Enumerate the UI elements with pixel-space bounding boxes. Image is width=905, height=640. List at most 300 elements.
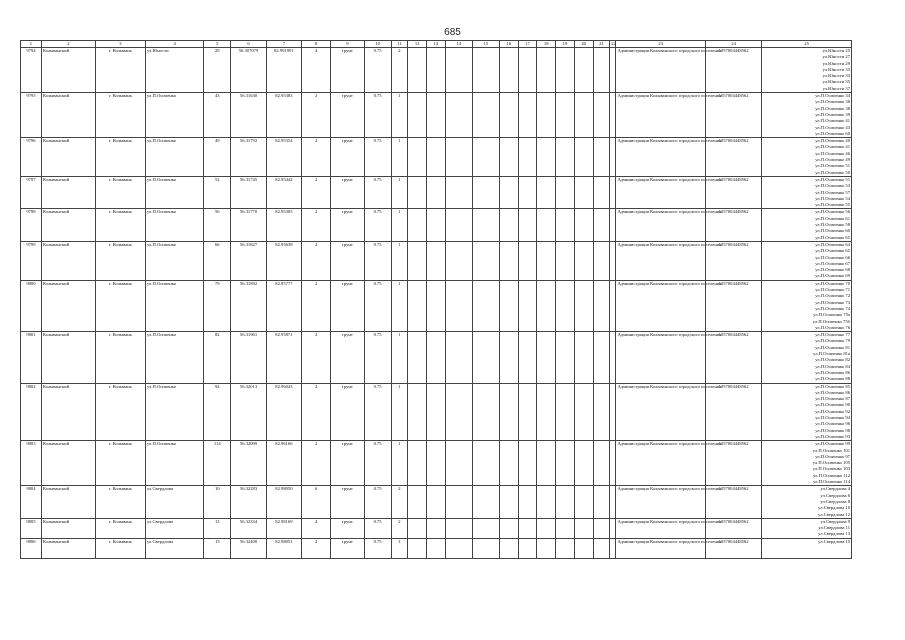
street-cell: ул.П.Осипенко xyxy=(145,383,203,441)
empty-cell xyxy=(556,486,575,519)
longitude-cell: 82.991991 xyxy=(266,48,301,93)
empty-cell xyxy=(593,280,610,331)
container-count-cell: 1 xyxy=(391,441,408,486)
address-line: ул.П.Осипенко 67 xyxy=(815,260,850,266)
empty-cell xyxy=(537,93,556,138)
latitude-cell: 56.32400 xyxy=(231,538,266,558)
address-line: ул.П.Осипенко 39 xyxy=(815,111,850,117)
volume-cell: 0.75 xyxy=(364,538,391,558)
empty-cell xyxy=(408,209,427,242)
house-number-cell: 79 xyxy=(204,280,231,331)
district-cell: Колыванский xyxy=(41,486,95,519)
empty-cell xyxy=(445,93,472,138)
address-line: ул.П.Осипенко 72 xyxy=(815,293,850,299)
column-header: 7 xyxy=(266,41,301,48)
address-line: ул.П.Осипенко 46 xyxy=(815,150,850,156)
empty-cell xyxy=(408,93,427,138)
empty-cell xyxy=(408,138,427,177)
house-number-cell: 56 xyxy=(204,209,231,242)
latitude-cell: 56.31792 xyxy=(231,138,266,177)
address-line: ул.П.Осипенко 53 xyxy=(815,183,850,189)
empty-cell xyxy=(518,486,537,519)
row-id-cell: 9794 xyxy=(21,48,42,93)
empty-cell xyxy=(537,441,556,486)
area-cell: 6 xyxy=(302,486,331,519)
empty-cell xyxy=(537,280,556,331)
empty-cell xyxy=(574,441,593,486)
street-cell: ул.П.Осипенко xyxy=(145,241,203,280)
area-cell: 2 xyxy=(302,332,331,383)
owner-cell: Администрация Колыванского городского поселения xyxy=(616,176,706,209)
table-row xyxy=(21,486,852,519)
empty-cell xyxy=(537,209,556,242)
ogrn-cell: 1057004448562 xyxy=(705,209,761,242)
address-line: ул.П.Осипенко 34 xyxy=(815,93,850,99)
table-row xyxy=(21,383,852,441)
empty-cell xyxy=(472,332,499,383)
empty-cell xyxy=(445,209,472,242)
served-addresses-cell xyxy=(762,48,852,93)
empty-cell xyxy=(593,138,610,177)
empty-cell xyxy=(556,441,575,486)
address-line: ул.П.Осипенко 43 xyxy=(815,124,850,130)
district-cell: Колыванский xyxy=(41,241,95,280)
surface-cell: грунт xyxy=(331,280,364,331)
served-addresses-cell xyxy=(762,93,852,138)
surface-cell: грунт xyxy=(331,383,364,441)
table-row xyxy=(21,538,852,558)
address-line: ул.П.Осипенко 60 xyxy=(815,130,850,136)
column-header: 24 xyxy=(705,41,761,48)
served-addresses-cell xyxy=(762,441,852,486)
empty-cell xyxy=(499,538,518,558)
house-number-cell: 66 xyxy=(204,241,231,280)
empty-cell xyxy=(556,48,575,93)
house-number-cell: 15 xyxy=(204,538,231,558)
column-header: 16 xyxy=(499,41,518,48)
empty-cell xyxy=(499,93,518,138)
address-line: ул.П.Осипенко 41 xyxy=(815,118,850,124)
empty-cell xyxy=(472,538,499,558)
column-header: 3 xyxy=(95,41,145,48)
surface-cell: грунт xyxy=(331,48,364,93)
area-cell: 4 xyxy=(302,518,331,538)
empty-cell xyxy=(427,518,446,538)
empty-cell xyxy=(499,518,518,538)
column-header: 19 xyxy=(556,41,575,48)
served-addresses-cell xyxy=(762,486,852,519)
address-line: ул.П.Осипенко 75а xyxy=(813,312,850,318)
address-line: ул.Юности 33 xyxy=(822,73,850,79)
empty-cell xyxy=(574,332,593,383)
district-cell: Колыванский xyxy=(41,138,95,177)
empty-cell xyxy=(574,280,593,331)
table-row xyxy=(21,241,852,280)
empty-cell xyxy=(472,93,499,138)
row-id-cell: 9797 xyxy=(21,176,42,209)
empty-cell xyxy=(499,486,518,519)
empty-cell xyxy=(445,138,472,177)
address-line: ул.Юности 27 xyxy=(822,54,850,60)
settlement-cell: г. Колывань xyxy=(95,93,145,138)
column-header: 13 xyxy=(427,41,446,48)
empty-cell xyxy=(537,486,556,519)
latitude-cell: 56.32334 xyxy=(231,518,266,538)
volume-cell: 0.75 xyxy=(364,138,391,177)
latitude-cell: 56.31961 xyxy=(231,332,266,383)
container-count-cell: 1 xyxy=(391,93,408,138)
empty-cell xyxy=(408,538,427,558)
surface-cell: грунт xyxy=(331,93,364,138)
container-count-cell: 2 xyxy=(391,486,408,519)
table-row xyxy=(21,138,852,177)
address-line: ул.П.Осипенко 93 xyxy=(815,433,850,439)
longitude-cell: 82.95871 xyxy=(266,332,301,383)
volume-cell: 0.75 xyxy=(364,280,391,331)
row-id-cell: 9799 xyxy=(21,241,42,280)
volume-cell: 0.75 xyxy=(364,176,391,209)
address-line: ул.Юности 29 xyxy=(822,60,850,66)
empty-cell xyxy=(472,441,499,486)
empty-cell xyxy=(556,138,575,177)
row-id-cell: 9796 xyxy=(21,138,42,177)
empty-cell xyxy=(518,241,537,280)
surface-cell: грунт xyxy=(331,241,364,280)
house-number-cell: 94 xyxy=(204,383,231,441)
empty-cell xyxy=(518,209,537,242)
empty-cell xyxy=(408,280,427,331)
empty-cell xyxy=(472,280,499,331)
surface-cell: грунт xyxy=(331,518,364,538)
address-line: ул.П.Осипенко 55 xyxy=(815,202,850,208)
address-line: ул.Свердлова 4 xyxy=(820,486,850,492)
empty-cell xyxy=(408,176,427,209)
longitude-cell: 82.95638 xyxy=(266,241,301,280)
district-cell: Колыванский xyxy=(41,538,95,558)
container-count-cell: 1 xyxy=(391,138,408,177)
empty-cell xyxy=(472,486,499,519)
empty-cell xyxy=(518,280,537,331)
address-line: ул.П.Осипенко 81 xyxy=(815,344,850,350)
house-number-cell: 82 xyxy=(204,332,231,383)
empty-cell xyxy=(574,138,593,177)
empty-cell xyxy=(499,441,518,486)
volume-cell: 0.75 xyxy=(364,332,391,383)
address-line: ул.П.Осипенко 69 xyxy=(815,273,850,279)
address-line: ул.П.Осипенко 70 xyxy=(815,280,850,286)
address-line: ул.П.Осипенко 81а xyxy=(813,351,850,357)
table-row xyxy=(21,176,852,209)
table-row xyxy=(21,48,852,93)
address-line: ул.П.Осипенко 58 xyxy=(815,222,850,228)
empty-cell xyxy=(445,441,472,486)
served-addresses-cell xyxy=(762,280,852,331)
volume-cell: 0.75 xyxy=(364,383,391,441)
volume-cell: 0.75 xyxy=(364,93,391,138)
latitude-cell: 56.31892 xyxy=(231,280,266,331)
latitude-cell: 56.31827 xyxy=(231,241,266,280)
empty-cell xyxy=(593,93,610,138)
house-number-cell: 52 xyxy=(204,176,231,209)
empty-cell xyxy=(518,441,537,486)
house-number-cell: 49 xyxy=(204,138,231,177)
column-header: 14 xyxy=(445,41,472,48)
row-id-cell: 9795 xyxy=(21,93,42,138)
address-line: ул.П.Осипенко 40 xyxy=(815,138,850,144)
empty-cell xyxy=(445,383,472,441)
empty-cell xyxy=(556,383,575,441)
empty-cell xyxy=(472,209,499,242)
empty-cell xyxy=(556,280,575,331)
address-line: ул.Свердлова 10 xyxy=(818,505,850,511)
empty-cell xyxy=(427,48,446,93)
latitude-cell: 56.32283 xyxy=(231,486,266,519)
empty-cell xyxy=(445,538,472,558)
column-header: 2 xyxy=(41,41,95,48)
house-number-cell: 29 xyxy=(204,48,231,93)
empty-cell xyxy=(593,486,610,519)
empty-cell xyxy=(518,538,537,558)
served-addresses-cell xyxy=(762,241,852,280)
empty-cell xyxy=(556,209,575,242)
volume-cell: 0.75 xyxy=(364,48,391,93)
latitude-cell: 56.32013 xyxy=(231,383,266,441)
address-line: ул.П.Осипенко 51 xyxy=(815,176,850,182)
empty-cell xyxy=(556,93,575,138)
ogrn-cell: 1057004448562 xyxy=(705,441,761,486)
empty-cell xyxy=(472,241,499,280)
empty-cell xyxy=(445,241,472,280)
column-header: 5 xyxy=(204,41,231,48)
latitude-cell: 56.31745 xyxy=(231,176,266,209)
table-row xyxy=(21,441,852,486)
column-header: 12 xyxy=(408,41,427,48)
address-line: ул.Юности 35 xyxy=(822,66,850,72)
empty-cell xyxy=(574,48,593,93)
area-cell: 2 xyxy=(302,383,331,441)
served-addresses-cell xyxy=(762,383,852,441)
address-line: ул.П.Осипенко 50 xyxy=(815,169,850,175)
address-line: ул.П.Осипенко 92 xyxy=(815,408,850,414)
area-cell: 2 xyxy=(302,538,331,558)
empty-cell xyxy=(574,176,593,209)
column-header: 6 xyxy=(231,41,266,48)
registry-table xyxy=(20,40,852,559)
owner-cell: Администрация Колыванского городского поселения xyxy=(616,441,706,486)
column-header: 9 xyxy=(331,41,364,48)
area-cell: 2 xyxy=(302,138,331,177)
address-line: ул.П.Осипенко 88 xyxy=(815,376,850,382)
address-line: ул.Свердлова 13 xyxy=(818,531,850,537)
empty-cell xyxy=(593,441,610,486)
volume-cell: 0.75 xyxy=(364,518,391,538)
address-line: ул.П.Осипенко 73 xyxy=(815,299,850,305)
empty-cell xyxy=(537,383,556,441)
empty-cell xyxy=(556,241,575,280)
address-line: ул.П.Осипенко 65 xyxy=(815,234,850,240)
page-number: 685 xyxy=(444,27,461,38)
owner-cell: Администрация Колыванского городского поселения xyxy=(616,383,706,441)
longitude-cell: 82.95354 xyxy=(266,138,301,177)
address-line: ул.П.Осипенко 90 xyxy=(815,402,850,408)
settlement-cell: г. Колывань xyxy=(95,441,145,486)
served-addresses-cell xyxy=(762,209,852,242)
surface-cell: грунт xyxy=(331,176,364,209)
empty-cell xyxy=(574,241,593,280)
surface-cell: грунт xyxy=(331,332,364,383)
address-line: ул.П.Осипенко 61 xyxy=(815,215,850,221)
empty-cell xyxy=(499,209,518,242)
column-header: 20 xyxy=(574,41,593,48)
container-count-cell: 1 xyxy=(391,332,408,383)
address-line: ул.Свердлова 15 xyxy=(818,538,850,544)
empty-cell xyxy=(499,241,518,280)
served-addresses-cell xyxy=(762,332,852,383)
settlement-cell: г. Колывань xyxy=(95,486,145,519)
empty-cell xyxy=(427,176,446,209)
empty-cell xyxy=(593,518,610,538)
served-addresses-cell xyxy=(762,518,852,538)
column-header: 22 xyxy=(611,41,616,46)
area-cell: 2 xyxy=(302,441,331,486)
longitude-cell: 82.95305 xyxy=(266,209,301,242)
address-line: ул.П.Осипенко 38 xyxy=(815,105,850,111)
settlement-cell: г. Колывань xyxy=(95,241,145,280)
ogrn-cell: 1057004448562 xyxy=(705,48,761,93)
column-header: 23 xyxy=(616,41,706,48)
empty-cell xyxy=(518,332,537,383)
table-row xyxy=(21,280,852,331)
empty-cell xyxy=(408,486,427,519)
ogrn-cell: 1057004448562 xyxy=(705,486,761,519)
street-cell: ул.П.Осипенко xyxy=(145,332,203,383)
address-line: ул.П.Осипенко 86 xyxy=(815,369,850,375)
area-cell: 2 xyxy=(302,176,331,209)
row-id-cell: 9802 xyxy=(21,383,42,441)
address-line: ул.П.Осипенко 87 xyxy=(815,396,850,402)
address-line: ул.Свердлова 11 xyxy=(818,525,850,531)
empty-cell xyxy=(472,176,499,209)
street-cell: ул.П.Осипенко xyxy=(145,209,203,242)
empty-cell xyxy=(499,280,518,331)
empty-cell xyxy=(537,538,556,558)
surface-cell: грунт xyxy=(331,538,364,558)
empty-cell xyxy=(408,48,427,93)
address-line: ул.П.Осипенко 68 xyxy=(815,267,850,273)
container-count-cell: 1 xyxy=(391,176,408,209)
ogrn-cell: 1057004448562 xyxy=(705,518,761,538)
empty-cell xyxy=(499,176,518,209)
address-line: ул.П.Осипенко 84 xyxy=(815,363,850,369)
container-count-cell: 1 xyxy=(391,538,408,558)
container-count-cell: 1 xyxy=(391,280,408,331)
address-line: ул.П.Осипенко 79 xyxy=(815,338,850,344)
latitude-cell: 56.307079 xyxy=(231,48,266,93)
empty-cell xyxy=(518,48,537,93)
table-row xyxy=(21,93,852,138)
address-line: ул.П.Осипенко 75б xyxy=(812,318,850,324)
address-line: ул.П.Осипенко 77 xyxy=(815,332,850,338)
longitude-cell: 82.96043 xyxy=(266,383,301,441)
empty-cell xyxy=(593,209,610,242)
empty-cell xyxy=(574,518,593,538)
empty-cell xyxy=(427,93,446,138)
address-line: ул.П.Осипенко 97 xyxy=(815,453,850,459)
address-line: ул.П.Осипенко 114 xyxy=(813,479,850,485)
owner-cell: Администрация Колыванского городского поселения xyxy=(616,138,706,177)
area-cell: 2 xyxy=(302,241,331,280)
empty-cell xyxy=(408,383,427,441)
column-header: 4 xyxy=(145,41,203,48)
ogrn-cell: 1057004448562 xyxy=(705,280,761,331)
row-id-cell: 9804 xyxy=(21,486,42,519)
empty-cell xyxy=(593,538,610,558)
empty-cell xyxy=(427,241,446,280)
empty-cell xyxy=(499,48,518,93)
area-cell: 4 xyxy=(302,48,331,93)
surface-cell: грунт xyxy=(331,209,364,242)
empty-cell xyxy=(445,176,472,209)
ogrn-cell: 1057004448562 xyxy=(705,383,761,441)
column-header: 15 xyxy=(472,41,499,48)
settlement-cell: г. Колывань xyxy=(95,138,145,177)
street-cell: ул.Юности xyxy=(145,48,203,93)
owner-cell: Администрация Колыванского городского поселения xyxy=(616,538,706,558)
address-line: ул.П.Осипенко 99 xyxy=(815,441,850,447)
street-cell: ул.Свердлова xyxy=(145,538,203,558)
house-number-cell: 10 xyxy=(204,486,231,519)
address-line: ул.П.Осипенко 49 xyxy=(815,157,850,163)
empty-cell xyxy=(518,176,537,209)
address-line: ул.П.Осипенко 57 xyxy=(815,189,850,195)
address-line: ул.Свердлова 12 xyxy=(818,511,850,517)
empty-cell xyxy=(537,48,556,93)
empty-cell xyxy=(427,383,446,441)
district-cell: Колыванский xyxy=(41,209,95,242)
volume-cell: 0.75 xyxy=(364,209,391,242)
district-cell: Колыванский xyxy=(41,280,95,331)
district-cell: Колыванский xyxy=(41,383,95,441)
address-line: ул.П.Осипенко 71 xyxy=(815,287,850,293)
empty-cell xyxy=(408,518,427,538)
empty-cell xyxy=(556,518,575,538)
empty-cell xyxy=(518,138,537,177)
empty-cell xyxy=(574,383,593,441)
district-cell: Колыванский xyxy=(41,441,95,486)
address-line: ул.П.Осипенко 96 xyxy=(815,421,850,427)
column-header: 1 xyxy=(21,41,42,48)
empty-cell xyxy=(574,486,593,519)
house-number-cell: 43 xyxy=(204,93,231,138)
volume-cell: 0.75 xyxy=(364,486,391,519)
address-line: ул.Свердлова 8 xyxy=(820,498,850,504)
empty-cell xyxy=(427,538,446,558)
longitude-cell: 82.98169 xyxy=(266,518,301,538)
row-id-cell: 9805 xyxy=(21,518,42,538)
owner-cell: Администрация Колыванского городского поселения xyxy=(616,48,706,93)
empty-cell xyxy=(408,441,427,486)
address-line: ул.П.Осипенко 112 xyxy=(813,472,850,478)
settlement-cell: г. Колывань xyxy=(95,518,145,538)
column-header: 21 xyxy=(593,41,610,48)
address-line: ул.Свердлова 9 xyxy=(820,518,850,524)
address-line: ул.П.Осипенко 105 xyxy=(812,460,850,466)
ogrn-cell: 1057004448562 xyxy=(705,176,761,209)
owner-cell: Администрация Колыванского городского поселения xyxy=(616,241,706,280)
served-addresses-cell xyxy=(762,138,852,177)
address-line: ул.П.Осипенко 103 xyxy=(812,466,850,472)
column-header: 10 xyxy=(364,41,391,48)
